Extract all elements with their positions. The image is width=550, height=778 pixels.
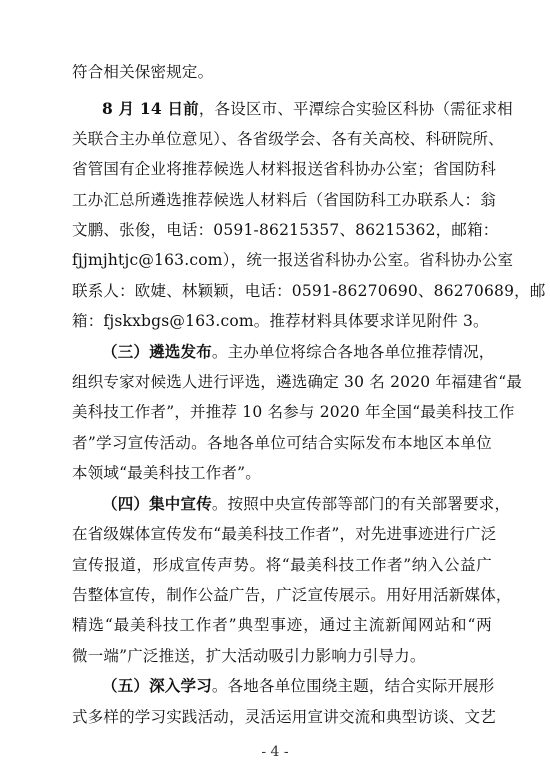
line-text: 精选“最美科技工作者”典型事迹，通过主流新闻网站和“两 <box>72 616 492 634</box>
paragraph-line <box>72 159 496 179</box>
line-text: 。主办单位将综合各地各单位推荐情况， <box>211 343 495 361</box>
paragraph-line <box>72 190 496 210</box>
line-text: fjjmjhtjc@163.com），统一报送省科协办公室。省科协办公室 <box>72 251 514 269</box>
section-heading: （四）集中宣传 <box>102 494 212 513</box>
paragraph-line <box>72 524 497 544</box>
paragraph-line <box>102 99 513 119</box>
paragraph-line <box>102 676 495 696</box>
paragraph-line <box>102 494 511 514</box>
paragraph-line <box>72 129 504 149</box>
paragraph-line <box>72 585 512 605</box>
paragraph-line <box>72 615 492 635</box>
line-text: 关联合主办单位意见）、各省级学会、各有关高校、科研院所、 <box>72 130 504 148</box>
line-text: 者”学习宣传活动。各地各单位可结合实际发布本地区本单位 <box>72 434 492 452</box>
line-text: ，各设区市、平潭综合实验区科协（需征求相 <box>198 100 513 118</box>
line-text: 在省级媒体宣传发布“最美科技工作者”，对先进事迹进行广泛 <box>72 525 497 543</box>
paragraph-line <box>72 220 499 240</box>
line-text: 宣传报道，形成宣传声势。将“最美科技工作者”纳入公益广 <box>72 556 492 574</box>
line-text: 符合相关保密规定。 <box>72 63 214 81</box>
paragraph-line <box>72 311 492 331</box>
paragraph-line <box>72 250 514 270</box>
line-text: 。各地各单位围绕主题，结合实际开展形 <box>211 677 495 695</box>
page-number: - 4 - <box>261 744 289 760</box>
paragraph-line <box>72 402 515 422</box>
paragraph-line <box>102 342 495 362</box>
line-text: 省管国有企业将推荐候选人材料报送省科协办公室；省国防科 <box>72 160 496 178</box>
paragraph-line <box>72 555 492 575</box>
line-text: 文鹏、张俊，电话：0591-86215357、86215362，邮箱： <box>72 221 499 239</box>
paragraph-line <box>72 707 496 727</box>
line-text: 箱：fjskxbgs@163.com。推荐材料具体要求详见附件 3。 <box>72 312 489 330</box>
paragraph-line <box>72 463 492 483</box>
paragraph-line <box>72 433 492 453</box>
line-text: 告整体宣传，制作公益广告，广泛宣传展示。用好用活新媒体， <box>72 586 512 604</box>
paragraph-line <box>72 281 546 301</box>
section-heading: （五）深入学习 <box>102 676 212 695</box>
line-text: 式多样的学习实践活动，灵活运用宣讲交流和典型访谈、文艺 <box>72 708 496 726</box>
deadline-emphasis: 8 月 14 日前 <box>102 99 199 118</box>
line-text: 微一端”广泛推送，扩大活动吸引力影响力引导力。 <box>72 647 426 665</box>
paragraph-line <box>72 62 492 82</box>
paragraph-line <box>72 372 523 392</box>
line-text: 本领域“最美科技工作者”。 <box>72 464 261 482</box>
paragraph-line <box>72 646 492 666</box>
line-text: 。按照中央宣传部等部门的有关部署要求， <box>211 495 511 513</box>
section-heading: （三）遴选发布 <box>102 342 212 361</box>
line-text: 联系人：欧婕、林颖颖，电话：0591-86270690、86270689，邮 <box>72 282 546 300</box>
line-text: 美科技工作者”，并推荐 10 名参与 2020 年全国“最美科技工作 <box>72 403 515 421</box>
line-text: 工办汇总所遴选推荐候选人材料后（省国防科工办联系人：翁 <box>72 191 496 209</box>
line-text: 组织专家对候选人进行评选，遴选确定 30 名 2020 年福建省“最 <box>72 373 523 391</box>
